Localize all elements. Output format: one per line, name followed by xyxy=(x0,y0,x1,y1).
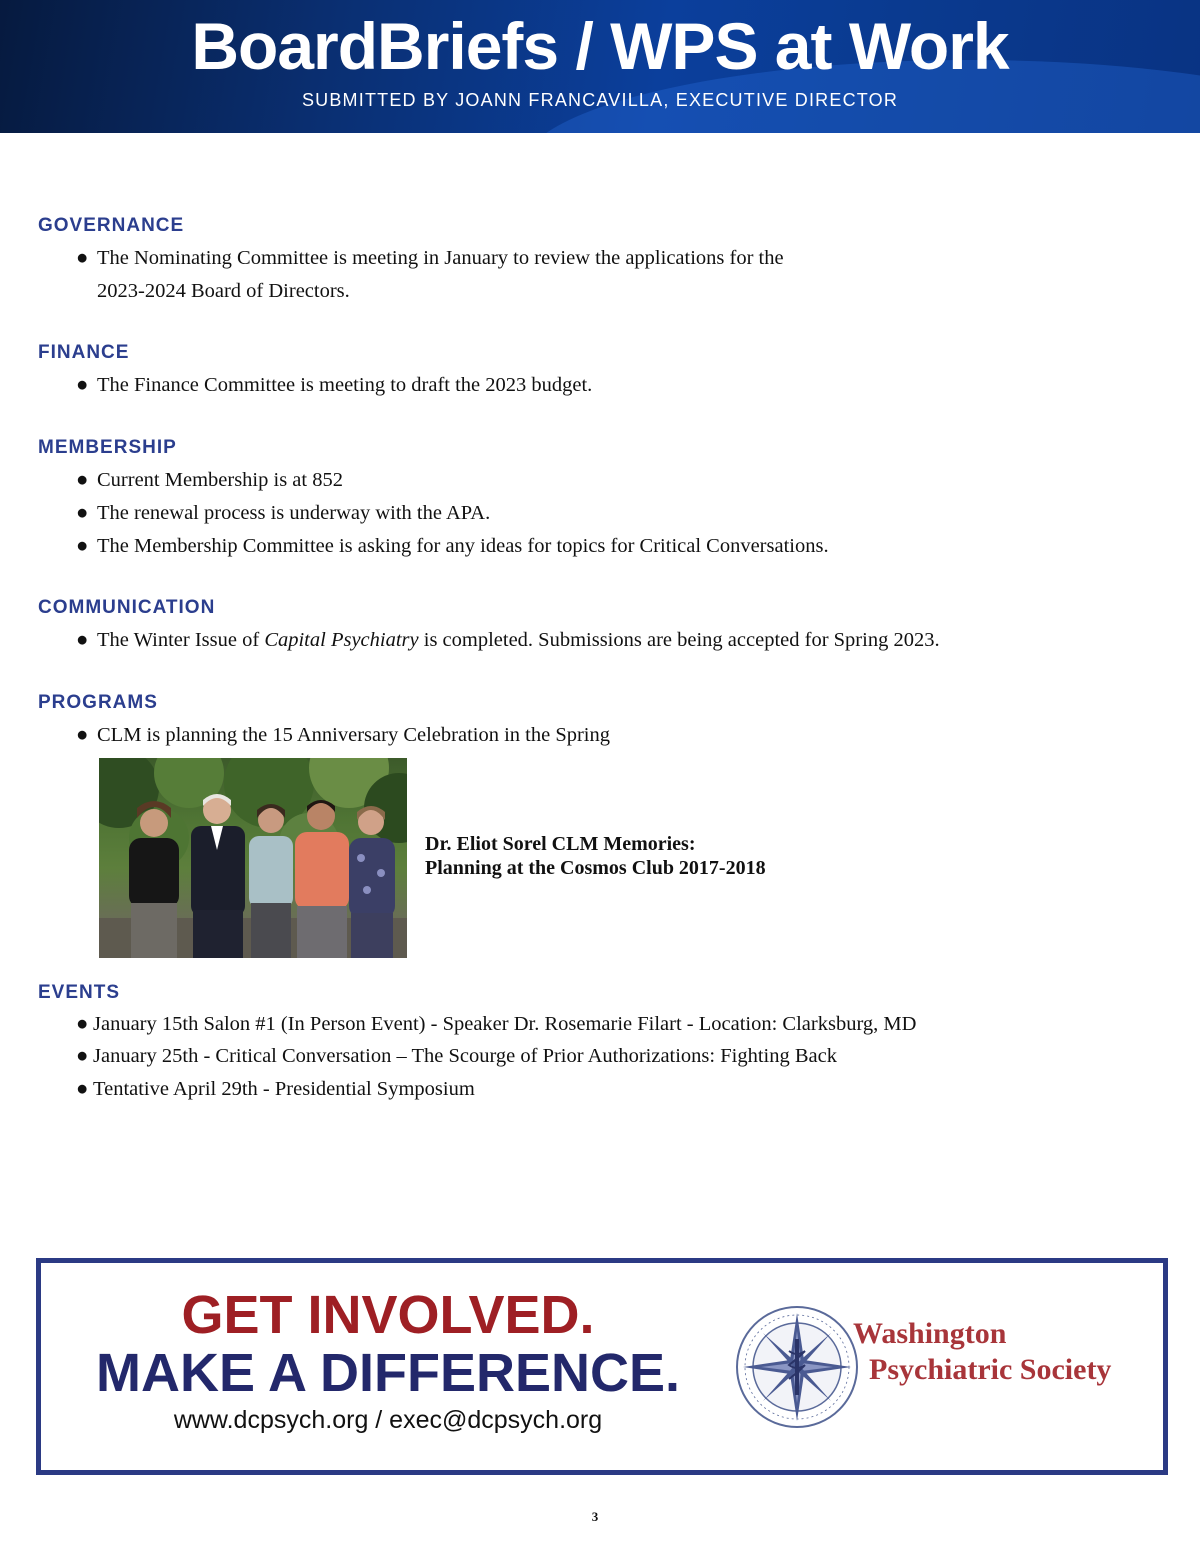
photo-caption-line2: Planning at the Cosmos Club 2017-2018 xyxy=(425,857,766,879)
section-heading-events: EVENTS xyxy=(38,982,121,1003)
bullet-icon: ● xyxy=(76,502,89,524)
event-item-text: January 15th Salon #1 (In Person Event) - Speaker Dr. Rosemarie Filart - Location: Clarksburg, MD xyxy=(93,1013,917,1035)
bullet-icon: ● xyxy=(76,1013,89,1035)
event-item-text: Tentative April 29th - Presidential Symposium xyxy=(93,1078,475,1100)
bullet-icon: ● xyxy=(76,535,89,557)
get-involved-banner xyxy=(36,1258,1168,1475)
photo-caption-line1: Dr. Eliot Sorel CLM Memories: xyxy=(425,833,696,855)
page-header xyxy=(0,0,1200,133)
publication-title: Capital Psychiatry xyxy=(264,629,419,651)
membership-item xyxy=(76,464,343,497)
bullet-icon: ● xyxy=(76,469,89,491)
page-subtitle: SUBMITTED BY JOANN FRANCAVILLA, EXECUTIVE DIRECTOR xyxy=(301,90,899,110)
section-heading-communication: COMMUNICATION xyxy=(38,597,216,618)
finance-item-text: The Finance Committee is meeting to draft the 2023 budget. xyxy=(97,374,593,396)
bullet-icon: ● xyxy=(76,1045,89,1067)
membership-item-text: The Membership Committee is asking for any ideas for topics for Critical Conversations. xyxy=(97,535,829,557)
bullet-icon: ● xyxy=(76,724,89,746)
society-name-line1: Washington xyxy=(853,1317,1007,1350)
event-item xyxy=(76,1040,837,1073)
section-heading-governance: GOVERNANCE xyxy=(38,215,185,236)
section-heading-programs: PROGRAMS xyxy=(38,692,158,713)
governance-item xyxy=(76,242,784,308)
communication-item xyxy=(76,624,940,657)
page-number: 3 xyxy=(591,1509,599,1524)
event-item-text: January 25th - Critical Conversation – The Scourge of Prior Authorizations: Fighting Back xyxy=(93,1045,837,1067)
society-seal-icon xyxy=(733,1303,861,1431)
page-title: BoardBriefs / WPS at Work xyxy=(191,9,1009,83)
communication-text-after: is completed. Submissions are being accepted for Spring 2023. xyxy=(418,629,940,651)
membership-item-text: The renewal process is underway with the APA. xyxy=(97,502,491,524)
photo-caption xyxy=(425,832,766,880)
membership-item xyxy=(76,530,829,563)
bullet-icon: ● xyxy=(76,629,89,651)
finance-item xyxy=(76,369,592,402)
bullet-icon: ● xyxy=(76,247,89,269)
society-name-line2: Psychiatric Society xyxy=(869,1353,1112,1386)
membership-item xyxy=(76,497,490,530)
programs-item-text: CLM is planning the 15 Anniversary Celebration in the Spring xyxy=(97,724,611,746)
section-heading-membership: MEMBERSHIP xyxy=(38,437,177,458)
membership-item-text: Current Membership is at 852 xyxy=(97,469,343,491)
group-photo-image xyxy=(99,758,407,958)
communication-text-before: The Winter Issue of xyxy=(97,629,265,651)
section-heading-finance: FINANCE xyxy=(38,342,130,363)
event-item xyxy=(76,1008,916,1041)
bullet-icon: ● xyxy=(76,374,89,396)
banner-contact: www.dcpsych.org / exec@dcpsych.org xyxy=(173,1406,603,1434)
governance-item-line2: 2023-2024 Board of Directors. xyxy=(97,280,350,302)
banner-headline-2: MAKE A DIFFERENCE. xyxy=(95,1343,680,1403)
governance-item-line1: The Nominating Committee is meeting in January to review the applications for the xyxy=(97,247,784,269)
bullet-icon: ● xyxy=(76,1078,89,1100)
event-item xyxy=(76,1073,475,1106)
programs-item xyxy=(76,719,610,752)
group-photo xyxy=(99,758,407,958)
banner-headline-1: GET INVOLVED. xyxy=(181,1285,595,1345)
